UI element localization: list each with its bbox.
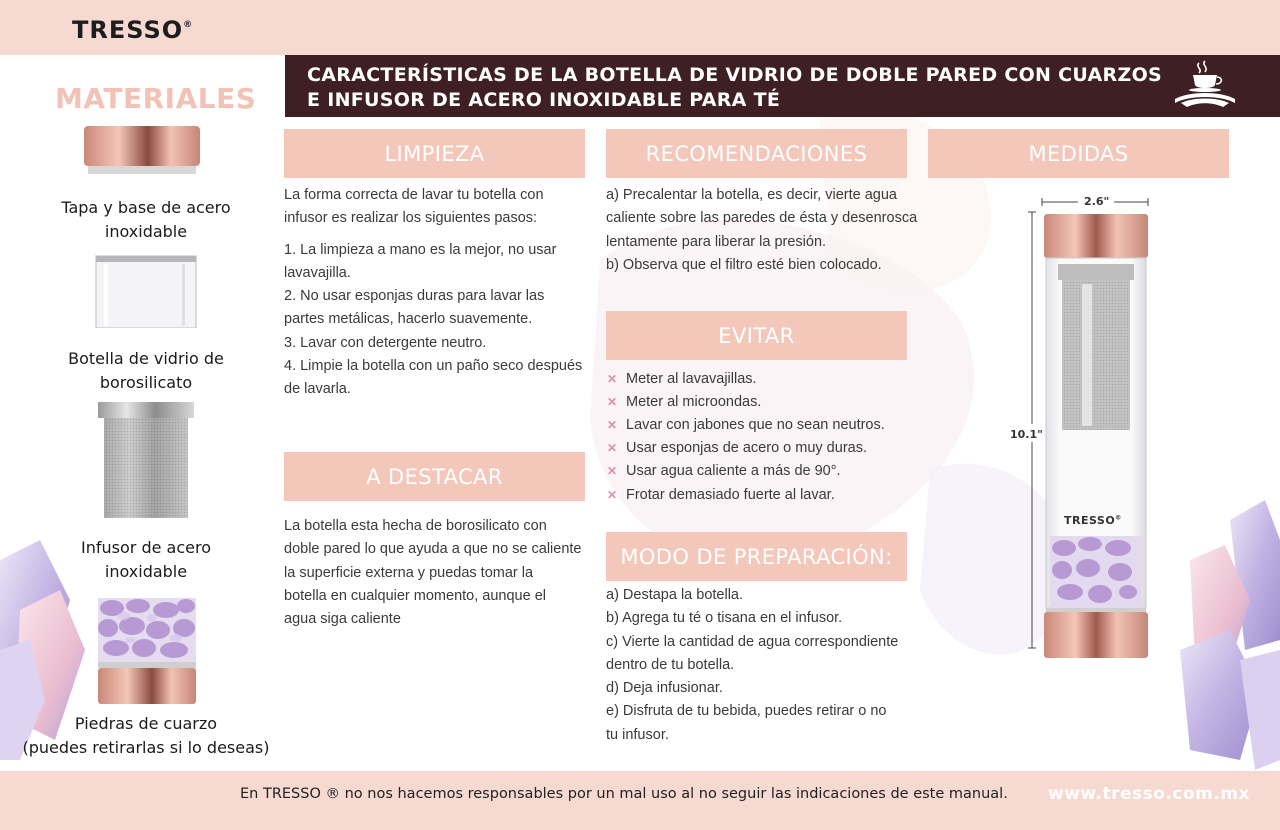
section-head-modo: MODO DE PREPARACIÓN:: [606, 532, 907, 581]
disclaimer-text: En TRESSO ® no nos hacemos responsables por un mal uso al no seguir las indicaciones de este manual.: [240, 786, 1008, 802]
tea-cup-icon: [1173, 59, 1237, 109]
quartz-stones-icon: [94, 598, 200, 706]
section-head-recomendaciones: RECOMENDACIONES: [606, 129, 907, 178]
list-item: ✕ Meter al microondas.: [606, 393, 762, 410]
x-mark-icon: ✕: [606, 441, 618, 456]
destacar-text: La botella esta hecha de borosilicato con doble pared lo que ayuda a que no se caliente la superficie externa y puedas tomar la botella en cualquier momento, aunque el agua siga caliente: [284, 518, 582, 628]
modo-text: a) Destapa la botella. b) Agrega tu té o tisana en el infusor. c) Vierte la cantidad de agua correspondiente dentro de tu botella. d) Deja infusionar. e) Disfruta de tu bebida, puedes retirar o no tu infusor.: [606, 587, 899, 743]
material-caption-quartz: Piedras de cuarzo (puedes retirarlas si lo deseas): [22, 714, 270, 757]
section-head-evitar: EVITAR: [606, 311, 907, 360]
list-item: ✕ Lavar con jabones que no sean neutros.: [606, 416, 885, 433]
list-item: ✕ Usar esponjas de acero o muy duras.: [606, 440, 867, 457]
title-bar: [285, 55, 1280, 117]
x-mark-icon: ✕: [606, 487, 618, 502]
brand-logo: TRESSO®: [72, 16, 194, 44]
width-label: 2.6": [1084, 195, 1110, 208]
x-mark-icon: ✕: [606, 417, 618, 432]
x-mark-icon: ✕: [606, 371, 618, 386]
x-mark-icon: ✕: [606, 394, 618, 409]
evitar-list: [606, 367, 885, 506]
list-item: ✕ Frotar demasiado fuerte al lavar.: [606, 486, 835, 503]
material-caption-lid: Tapa y base de acero inoxidable: [61, 198, 231, 241]
material-caption-infuser: Infusor de acero inoxidable: [81, 538, 211, 581]
limpieza-text: La forma correcta de lavar tu botella con infusor es realizar los siguientes pasos: 1. La limpieza a mano es la mejor, no usar lavavajilla. 2. No usar esponjas duras para lavar las partes metálicas, hacerlo suavemente. 3. Lavar con detergente neutro. 4. Limpie la botella con un paño seco después de lavarla.: [284, 187, 583, 398]
recomendaciones-text: a) Precalentar la botella, es decir, vierte agua caliente sobre las paredes de ésta y desenrosca lentamente para liberar la presión. b) Observa que el filtro esté bien colocado.: [606, 187, 918, 273]
page-title-line2: E INFUSOR DE ACERO INOXIDABLE PARA TÉ: [307, 89, 781, 111]
x-mark-icon: ✕: [606, 464, 618, 479]
list-item: ✕ Meter al lavavajillas.: [606, 370, 757, 387]
page-title-line1: CARACTERÍSTICAS DE LA BOTELLA DE VIDRIO DE DOBLE PARED CON CUARZOS: [307, 64, 1163, 86]
list-item: ✕ Usar agua caliente a más de 90°.: [606, 463, 841, 480]
height-label: 10.1": [1010, 428, 1043, 441]
crystal-decoration-right: [1180, 500, 1280, 770]
section-head-destacar: A DESTACAR: [284, 452, 585, 501]
section-head-limpieza: LIMPIEZA: [284, 129, 585, 178]
glass-bottle-icon: [90, 252, 202, 328]
bottle-brand-label: TRESSO®: [1064, 514, 1122, 527]
lid-icon: [80, 122, 206, 182]
infuser-icon: [96, 400, 196, 520]
materiales-title: MATERIALES: [55, 82, 257, 115]
material-caption-bottle: Botella de vidrio de borosilicato: [68, 349, 224, 392]
section-head-medidas: MEDIDAS: [928, 129, 1229, 178]
website-link[interactable]: www.tresso.com.mx: [1048, 784, 1251, 804]
